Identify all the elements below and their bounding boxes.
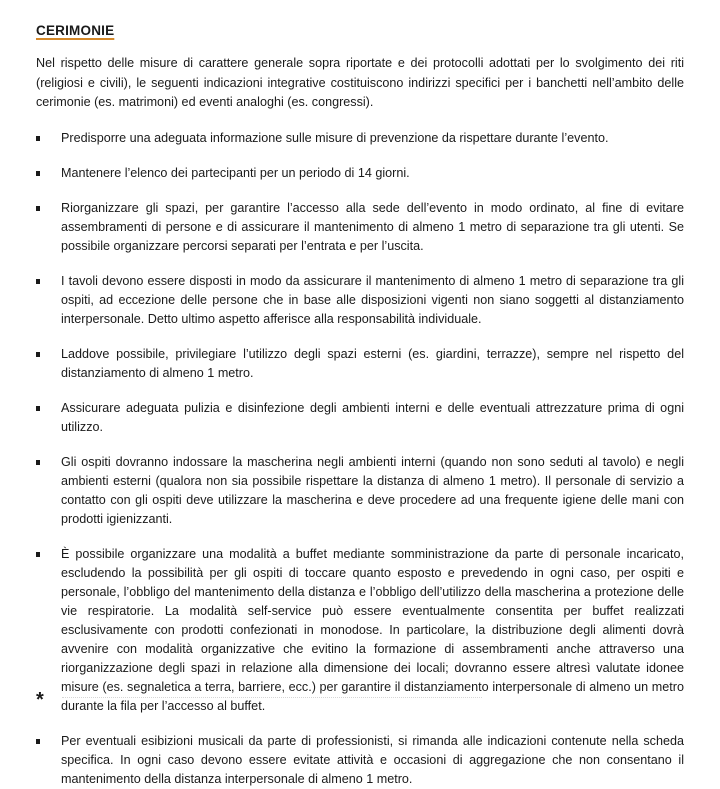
list-item — [36, 272, 684, 329]
list-item-text: Per eventuali esibizioni musicali da parte di professionisti, si rimanda alle indicazioni contenute nella scheda specifica. In ogni caso devono essere evitate attività e occasioni di aggregazione che non consentano il mantenimento della distanza interpersonale di almeno 1 metro. — [61, 733, 684, 786]
list-item — [36, 453, 684, 529]
bullet-icon — [36, 460, 40, 465]
bullet-icon — [36, 406, 40, 411]
list-item-text: I tavoli devono essere disposti in modo da assicurare il mantenimento di almeno 1 metro di separazione tra gli ospiti, ad eccezione delle persone che in base alle disposizioni vigenti non siano soggetti al distanziamento interpersonale. Detto ultimo aspetto afferisce alla responsabilità individuale. — [61, 273, 684, 326]
list-item — [36, 545, 684, 716]
list-item-text: Riorganizzare gli spazi, per garantire l’accesso alla sede dell’evento in modo ordinato, al fine di evitare assembramenti di persone e di assicurare il mantenimento di almeno 1 metro di separazione tra gli utenti. Se possibile organizzare percorsi separati per l’entrata e per l’uscita. — [61, 200, 684, 253]
bullet-icon — [36, 136, 40, 141]
bullet-icon — [36, 552, 40, 557]
list-item — [36, 199, 684, 256]
list-item — [36, 164, 684, 183]
list-item — [36, 129, 684, 148]
intro-paragraph: Nel rispetto delle misure di carattere generale sopra riportate e dei protocolli adottati per lo svolgimento dei riti (religiosi e civili), le seguenti indicazioni integrative costituiscono indirizzi specifici per i banchetti nell’ambito delle cerimonie (es. matrimoni) ed eventi analoghi (es. congressi). — [36, 56, 684, 109]
list-item-text: È possibile organizzare una modalità a buffet mediante somministrazione da parte di personale incaricato, escludendo la possibilità per gli ospiti di toccare quanto esposto e prevedendo in ogni caso, per ospiti e personale, l’obbligo del mantenimento della distanza e l’obbligo dell’utilizzo della mascherina a protezione delle vie respiratorie. La modalità self-service può essere eventualmente consentita per buffet realizzati esclusivamente con prodotti confezionati in monodose. In particolare, la distribuzione degli alimenti dovrà avvenire con modalità organizzative che evitino la formazione di assembramenti anche attraverso una riorganizzazione degli spazi in relazione alla dimensione dei locali; dovranno essere altresì valutate idonee misure (es. segnaletica a terra, barriere, ecc.) per garantire il distanziamento interpersonale di almeno un metro durante la fila per l’accesso al buffet. — [61, 546, 684, 713]
bullet-icon — [36, 171, 40, 176]
list-item-text: Assicurare adeguata pulizia e disinfezione degli ambienti interni e delle eventuali attrezzature prima di ogni utilizzo. — [61, 400, 684, 434]
list-item-text: Predisporre una adeguata informazione sulle misure di prevenzione da rispettare durante l’evento. — [61, 130, 609, 145]
list-item-text: Laddove possibile, privilegiare l’utilizzo degli spazi esterni (es. giardini, terrazze), sempre nel rispetto del distanziamento di almeno 1 metro. — [61, 346, 684, 380]
bullet-icon — [36, 206, 40, 211]
list-item — [36, 399, 684, 437]
bullet-icon — [36, 279, 40, 284]
section-title: CERIMONIE — [36, 23, 115, 38]
list-item-text: Gli ospiti dovranno indossare la mascherina negli ambienti interni (quando non sono seduti al tavolo) e negli ambienti esterni (qualora non sia possibile rispettare la distanza di almeno 1 metro). Il personale di servizio a contatto con gli ospiti deve utilizzare la mascherina e deve procedere ad una frequente igiene delle mani con prodotti igienizzanti. — [61, 454, 684, 526]
cut-off-footnote-line — [62, 697, 482, 702]
list-item-text: Mantenere l’elenco dei partecipanti per un periodo di 14 giorni. — [61, 165, 410, 180]
list-item — [36, 345, 684, 383]
bullet-icon — [36, 739, 40, 744]
bullet-icon — [36, 352, 40, 357]
guideline-list — [36, 129, 684, 789]
list-item — [36, 732, 684, 789]
footnote-asterisk: * — [36, 689, 44, 711]
